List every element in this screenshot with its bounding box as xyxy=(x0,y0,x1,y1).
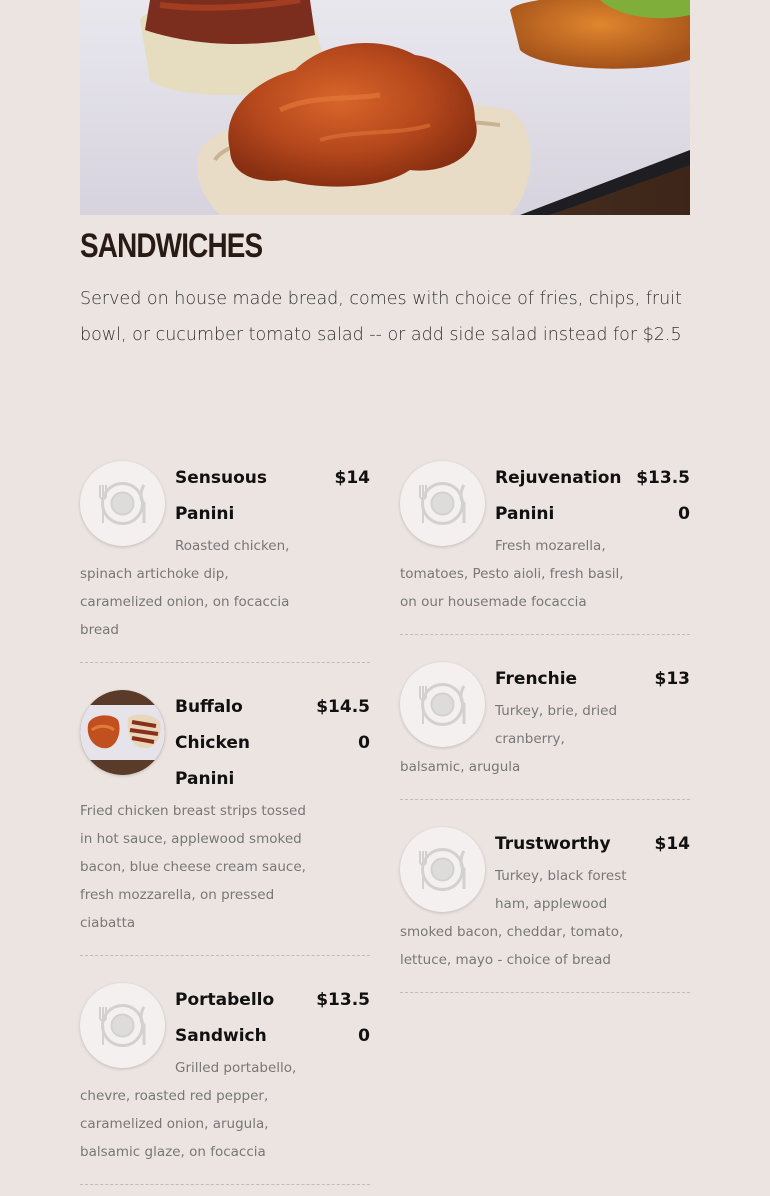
menu-item[interactable] xyxy=(400,661,690,800)
section-description: Served on house made bread, comes with choice of fries, chips, fruit bowl, or cucumber tomato salad -- or add side salad instead for $2.5 xyxy=(80,289,682,345)
plate-icon xyxy=(400,827,485,912)
item-price: $13.50 xyxy=(636,468,690,524)
item-price: $13 xyxy=(654,669,690,689)
item-price: $14.50 xyxy=(316,697,370,753)
menu-item[interactable] xyxy=(400,826,690,993)
plate-icon xyxy=(80,983,165,1068)
item-description: Fresh mozarella, tomatoes, Pesto aioli, fresh basil, on our housemade focaccia xyxy=(400,538,624,610)
item-description: Roasted chicken, spinach artichoke dip, caramelized onion, on focaccia bread xyxy=(80,538,290,638)
section-title: SANDWICHES xyxy=(80,227,263,265)
plate-icon xyxy=(400,662,485,747)
food-photo-thumbnail xyxy=(80,690,165,775)
menu-column-right xyxy=(400,460,690,1019)
item-description: Turkey, black forest ham, applewood smoked bacon, cheddar, tomato, lettuce, mayo - choice of bread xyxy=(400,868,627,968)
item-description: Grilled portabello, chevre, roasted red pepper, caramelized onion, arugula, balsamic glaze, on focaccia xyxy=(80,1060,297,1160)
hero-food-image xyxy=(80,0,690,215)
menu-item[interactable] xyxy=(80,982,370,1185)
menu-item[interactable] xyxy=(80,689,370,956)
item-name: Rejuvenation Panini xyxy=(495,468,622,524)
item-name: Buffalo Chicken Panini xyxy=(175,697,250,789)
item-description: Fried chicken breast strips tossed in hot sauce, applewood smoked bacon, blue cheese cream sauce, fresh mozzarella, on pressed ciabatta xyxy=(80,803,306,931)
plate-icon xyxy=(80,461,165,546)
menu-column-left xyxy=(80,460,370,1196)
plate-icon xyxy=(400,461,485,546)
item-name: Sensuous Panini xyxy=(175,468,267,524)
item-name: Frenchie xyxy=(495,669,578,689)
menu-item[interactable] xyxy=(400,460,690,635)
item-description: Turkey, brie, dried cranberry, balsamic, arugula xyxy=(400,703,618,775)
item-price: $13.50 xyxy=(316,990,370,1046)
item-name: Trustworthy xyxy=(495,834,611,854)
item-price: $14 xyxy=(334,468,370,488)
item-name: Portabello Sandwich xyxy=(175,990,275,1046)
menu-item[interactable] xyxy=(80,460,370,663)
item-price: $14 xyxy=(654,834,690,854)
